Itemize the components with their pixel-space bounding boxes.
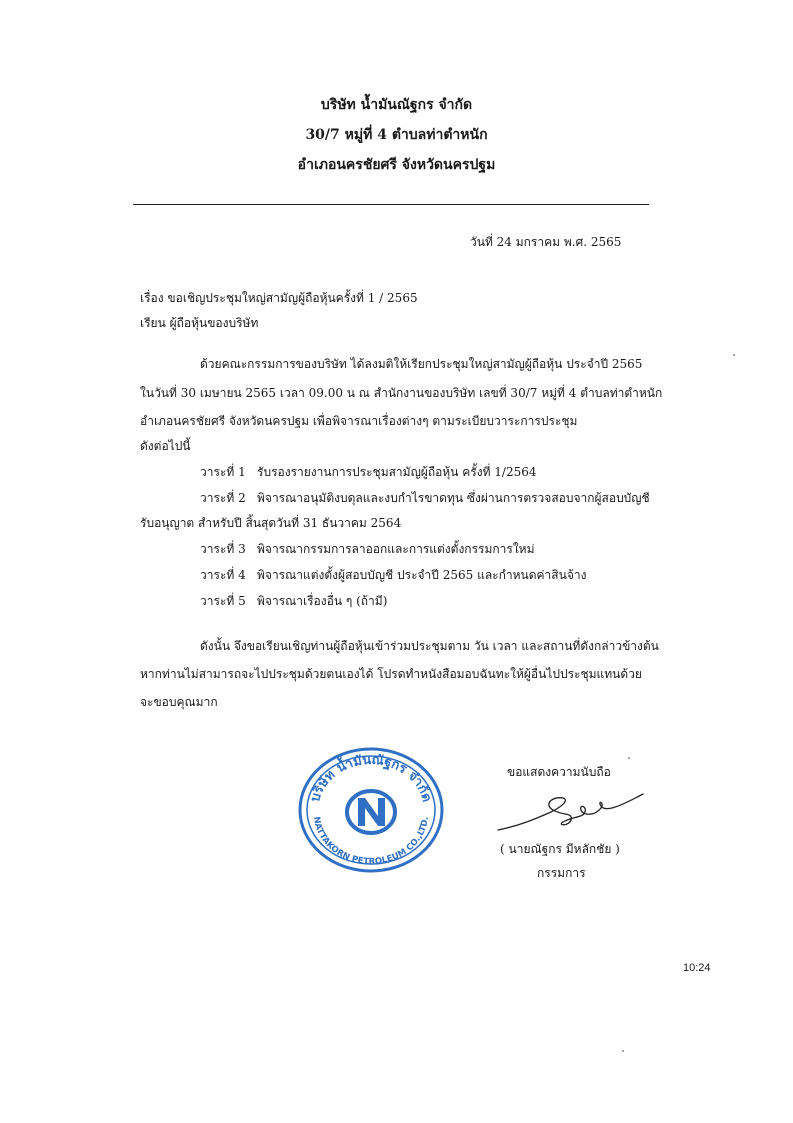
company-address-line2: อำเภอนครชัยศรี จังหวัดนครปฐม — [297, 157, 496, 173]
company-seal-stamp — [296, 744, 446, 874]
company-address-line1: 30/7 หมู่ที่ 4 ตำบลท่าตำหนัก — [305, 127, 488, 143]
agenda-item-text: พิจารณาอนุมัติงบดุลและงบกำไรขาดทุน ซึ่งผ่านการตรวจสอบจากผู้สอบบัญชี — [257, 491, 650, 505]
agenda-item-text: พิจารณาเรื่องอื่น ๆ (ถ้ามี) — [257, 594, 388, 608]
header-divider — [133, 204, 649, 205]
agenda-label: วาระที่ 2 — [200, 491, 246, 505]
agenda-item-text: พิจารณาแต่งตั้งผู้สอบบัญชี ประจำปี 2565 และกำหนดค่าสินจ้าง — [257, 568, 587, 582]
agenda-item-continuation: รับอนุญาต สำหรับปี สิ้นสุดวันที่ 31 ธันวาคม 2564 — [140, 516, 402, 530]
agenda-label: วาระที่ 1 — [200, 465, 246, 479]
scan-speck — [733, 354, 735, 356]
letter-recipient: เรียน ผู้ถือหุ้นของบริษัท — [140, 316, 259, 330]
intro-line: ในวันที่ 30 เมษายน 2565 เวลา 09.00 น ณ สำนักงานของบริษัท เลขที่ 30/7 หมู่ที่ 4 ตำบลท่าตำหนัก — [140, 386, 663, 400]
scan-speck — [622, 1050, 624, 1052]
stamp-logo-n-icon — [347, 791, 395, 833]
intro-line: อำเภอนครชัยศรี จังหวัดนครปฐม เพื่อพิจารณาเรื่องต่างๆ ตามระเบียบวาระการประชุม — [140, 414, 578, 428]
signature-mark — [493, 786, 653, 836]
regards-text: ขอแสดงความนับถือ — [507, 765, 611, 779]
closing-line: ดังนั้น จึงขอเรียนเชิญท่านผู้ถือหุ้นเข้าร่วมประชุมตาม วัน เวลา และสถานที่ดังกล่าวข้างต้น — [200, 639, 659, 653]
agenda-label: วาระที่ 5 — [200, 594, 246, 608]
agenda-label: วาระที่ 4 — [200, 568, 246, 582]
closing-line: จะขอบคุณมาก — [140, 695, 218, 709]
agenda-item-text: พิจารณากรรมการลาออกและการแต่งตั้งกรรมการใหม่ — [257, 542, 535, 556]
scan-speck — [628, 757, 630, 759]
letter-subject: เรื่อง ขอเชิญประชุมใหญ่สามัญผู้ถือหุ้นครั้งที่ 1 / 2565 — [140, 291, 418, 305]
signer-title: กรรมการ — [537, 866, 586, 880]
agenda-label: วาระที่ 3 — [200, 542, 246, 556]
agenda-item-text: รับรองรายงานการประชุมสามัญผู้ถือหุ้น ครั้งที่ 1/2564 — [257, 465, 537, 479]
letter-date: วันที่ 24 มกราคม พ.ศ. 2565 — [470, 235, 622, 249]
company-name: บริษัท น้ำมันณัฐกร จำกัด — [320, 97, 473, 113]
intro-line: ด้วยคณะกรรมการของบริษัท ได้ลงมติให้เรียกประชุมใหญ่สามัญผู้ถือหุ้น ประจำปี 2565 — [200, 357, 643, 371]
stamp-top-text: บริษัท น้ำมันณัฐกร จำกัด — [307, 752, 435, 804]
intro-line: ดังต่อไปนี้ — [140, 439, 191, 453]
closing-line: หากท่านไม่สามารถจะไปประชุมด้วยตนเองได้ โปรดทำหนังสือมอบฉันทะให้ผู้อื่นไปประชุมแทนด้วย — [140, 667, 642, 681]
stamp-bottom-text: NATTAKORN PETROLEUM CO.,LTD. — [310, 815, 431, 868]
timestamp: 10:24 — [683, 962, 711, 974]
signer-name: ( นายณัฐกร มีหลักชัย ) — [500, 842, 620, 856]
